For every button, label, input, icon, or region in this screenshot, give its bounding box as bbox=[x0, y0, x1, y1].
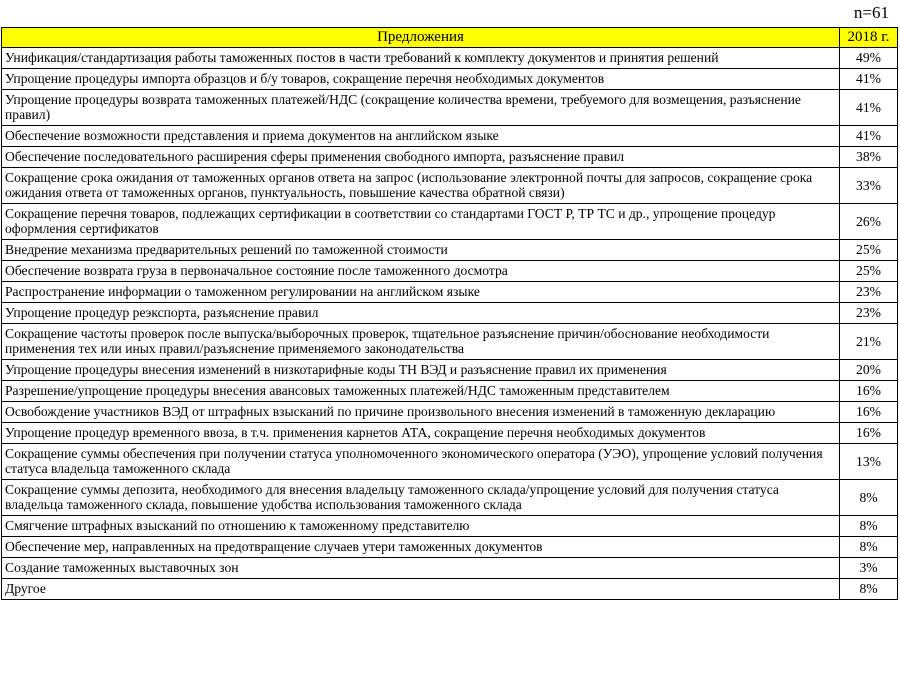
table-row bbox=[2, 423, 898, 444]
table-row bbox=[2, 537, 898, 558]
proposal-text: Обеспечение мер, направленных на предотвращение случаев утери таможенных документов bbox=[2, 537, 840, 558]
proposal-text: Сокращение частоты проверок после выпуска/выборочных проверок, тщательное разъяснение причин/обоснование необходимости применения тех или иных правил/разъяснение применяемого законодательства bbox=[2, 324, 840, 360]
table-row bbox=[2, 69, 898, 90]
proposal-text: Сокращение суммы депозита, необходимого для внесения владельцу таможенного склада/упрощение условий для получения статуса владельца таможенного склада, повышение удобства использования таможенного склада bbox=[2, 480, 840, 516]
proposal-percent: 16% bbox=[840, 423, 898, 444]
proposal-percent: 8% bbox=[840, 579, 898, 600]
proposal-text: Упрощение процедур временного ввоза, в т.ч. применения карнетов АТА, сокращение перечня необходимых документов bbox=[2, 423, 840, 444]
proposal-text: Сокращение суммы обеспечения при получении статуса уполномоченного экономического оператора (УЭО), упрощение условий получения статуса владельца таможенного склада bbox=[2, 444, 840, 480]
proposal-percent: 41% bbox=[840, 69, 898, 90]
proposal-percent: 41% bbox=[840, 126, 898, 147]
table-row bbox=[2, 126, 898, 147]
table-row bbox=[2, 240, 898, 261]
table-row bbox=[2, 303, 898, 324]
proposal-text: Смягчение штрафных взысканий по отношению к таможенному представителю bbox=[2, 516, 840, 537]
proposal-percent: 16% bbox=[840, 381, 898, 402]
table-row bbox=[2, 516, 898, 537]
proposal-percent: 8% bbox=[840, 480, 898, 516]
proposal-percent: 23% bbox=[840, 282, 898, 303]
proposal-text: Упрощение процедуры возврата таможенных платежей/НДС (сокращение количества времени, требуемого для возмещения, разъяснение правил) bbox=[2, 90, 840, 126]
table-row bbox=[2, 48, 898, 69]
proposal-percent: 25% bbox=[840, 261, 898, 282]
proposal-text: Обеспечение возврата груза в первоначальное состояние после таможенного досмотра bbox=[2, 261, 840, 282]
proposal-percent: 25% bbox=[840, 240, 898, 261]
proposal-percent: 21% bbox=[840, 324, 898, 360]
table-row bbox=[2, 324, 898, 360]
table-row bbox=[2, 204, 898, 240]
header-year: 2018 г. bbox=[840, 28, 898, 48]
proposal-percent: 16% bbox=[840, 402, 898, 423]
proposal-percent: 8% bbox=[840, 516, 898, 537]
proposal-text: Освобождение участников ВЭД от штрафных взысканий по причине произвольного внесения изменений в таможенную декларацию bbox=[2, 402, 840, 423]
proposal-percent: 23% bbox=[840, 303, 898, 324]
table-row bbox=[2, 261, 898, 282]
table-row bbox=[2, 480, 898, 516]
proposal-percent: 26% bbox=[840, 204, 898, 240]
proposal-text: Создание таможенных выставочных зон bbox=[2, 558, 840, 579]
proposal-text: Сокращение срока ожидания от таможенных органов ответа на запрос (использование электронной почты для запросов, сокращение срока ожидания ответа от таможенных органов, пунктуальность, повышение качества обратной связи) bbox=[2, 168, 840, 204]
proposals-table bbox=[1, 27, 898, 600]
proposal-percent: 38% bbox=[840, 147, 898, 168]
proposal-text: Разрешение/упрощение процедуры внесения авансовых таможенных платежей/НДС таможенным представителем bbox=[2, 381, 840, 402]
proposal-text: Сокращение перечня товаров, подлежащих сертификации в соответствии со стандартами ГОСТ Р, ТР ТС и др., упрощение процедур оформления сертификатов bbox=[2, 204, 840, 240]
table-row bbox=[2, 147, 898, 168]
proposal-text: Обеспечение возможности представления и приема документов на английском языке bbox=[2, 126, 840, 147]
proposal-percent: 49% bbox=[840, 48, 898, 69]
proposal-text: Унификация/стандартизация работы таможенных постов в части требований к комплекту документов и принятия решений bbox=[2, 48, 840, 69]
proposal-percent: 13% bbox=[840, 444, 898, 480]
proposal-percent: 8% bbox=[840, 537, 898, 558]
proposal-percent: 3% bbox=[840, 558, 898, 579]
header-proposals: Предложения bbox=[2, 28, 840, 48]
table-row bbox=[2, 402, 898, 423]
proposal-text: Внедрение механизма предварительных решений по таможенной стоимости bbox=[2, 240, 840, 261]
proposal-text: Другое bbox=[2, 579, 840, 600]
proposal-text: Обеспечение последовательного расширения сферы применения свободного импорта, разъяснение правил bbox=[2, 147, 840, 168]
table-row bbox=[2, 282, 898, 303]
sample-size-label: n=61 bbox=[853, 3, 889, 22]
proposal-text: Распространение информации о таможенном регулировании на английском языке bbox=[2, 282, 840, 303]
table-row bbox=[2, 558, 898, 579]
table-row bbox=[2, 90, 898, 126]
table-row bbox=[2, 360, 898, 381]
proposal-percent: 33% bbox=[840, 168, 898, 204]
proposal-percent: 41% bbox=[840, 90, 898, 126]
table-row bbox=[2, 444, 898, 480]
table-row bbox=[2, 579, 898, 600]
proposal-text: Упрощение процедуры внесения изменений в низкотарифные коды ТН ВЭД и разъяснение правил их применения bbox=[2, 360, 840, 381]
table-header-row bbox=[2, 28, 898, 48]
proposal-percent: 20% bbox=[840, 360, 898, 381]
proposal-text: Упрощение процедуры импорта образцов и б/у товаров, сокращение перечня необходимых документов bbox=[2, 69, 840, 90]
table-row bbox=[2, 168, 898, 204]
table-row bbox=[2, 381, 898, 402]
proposal-text: Упрощение процедур реэкспорта, разъяснение правил bbox=[2, 303, 840, 324]
